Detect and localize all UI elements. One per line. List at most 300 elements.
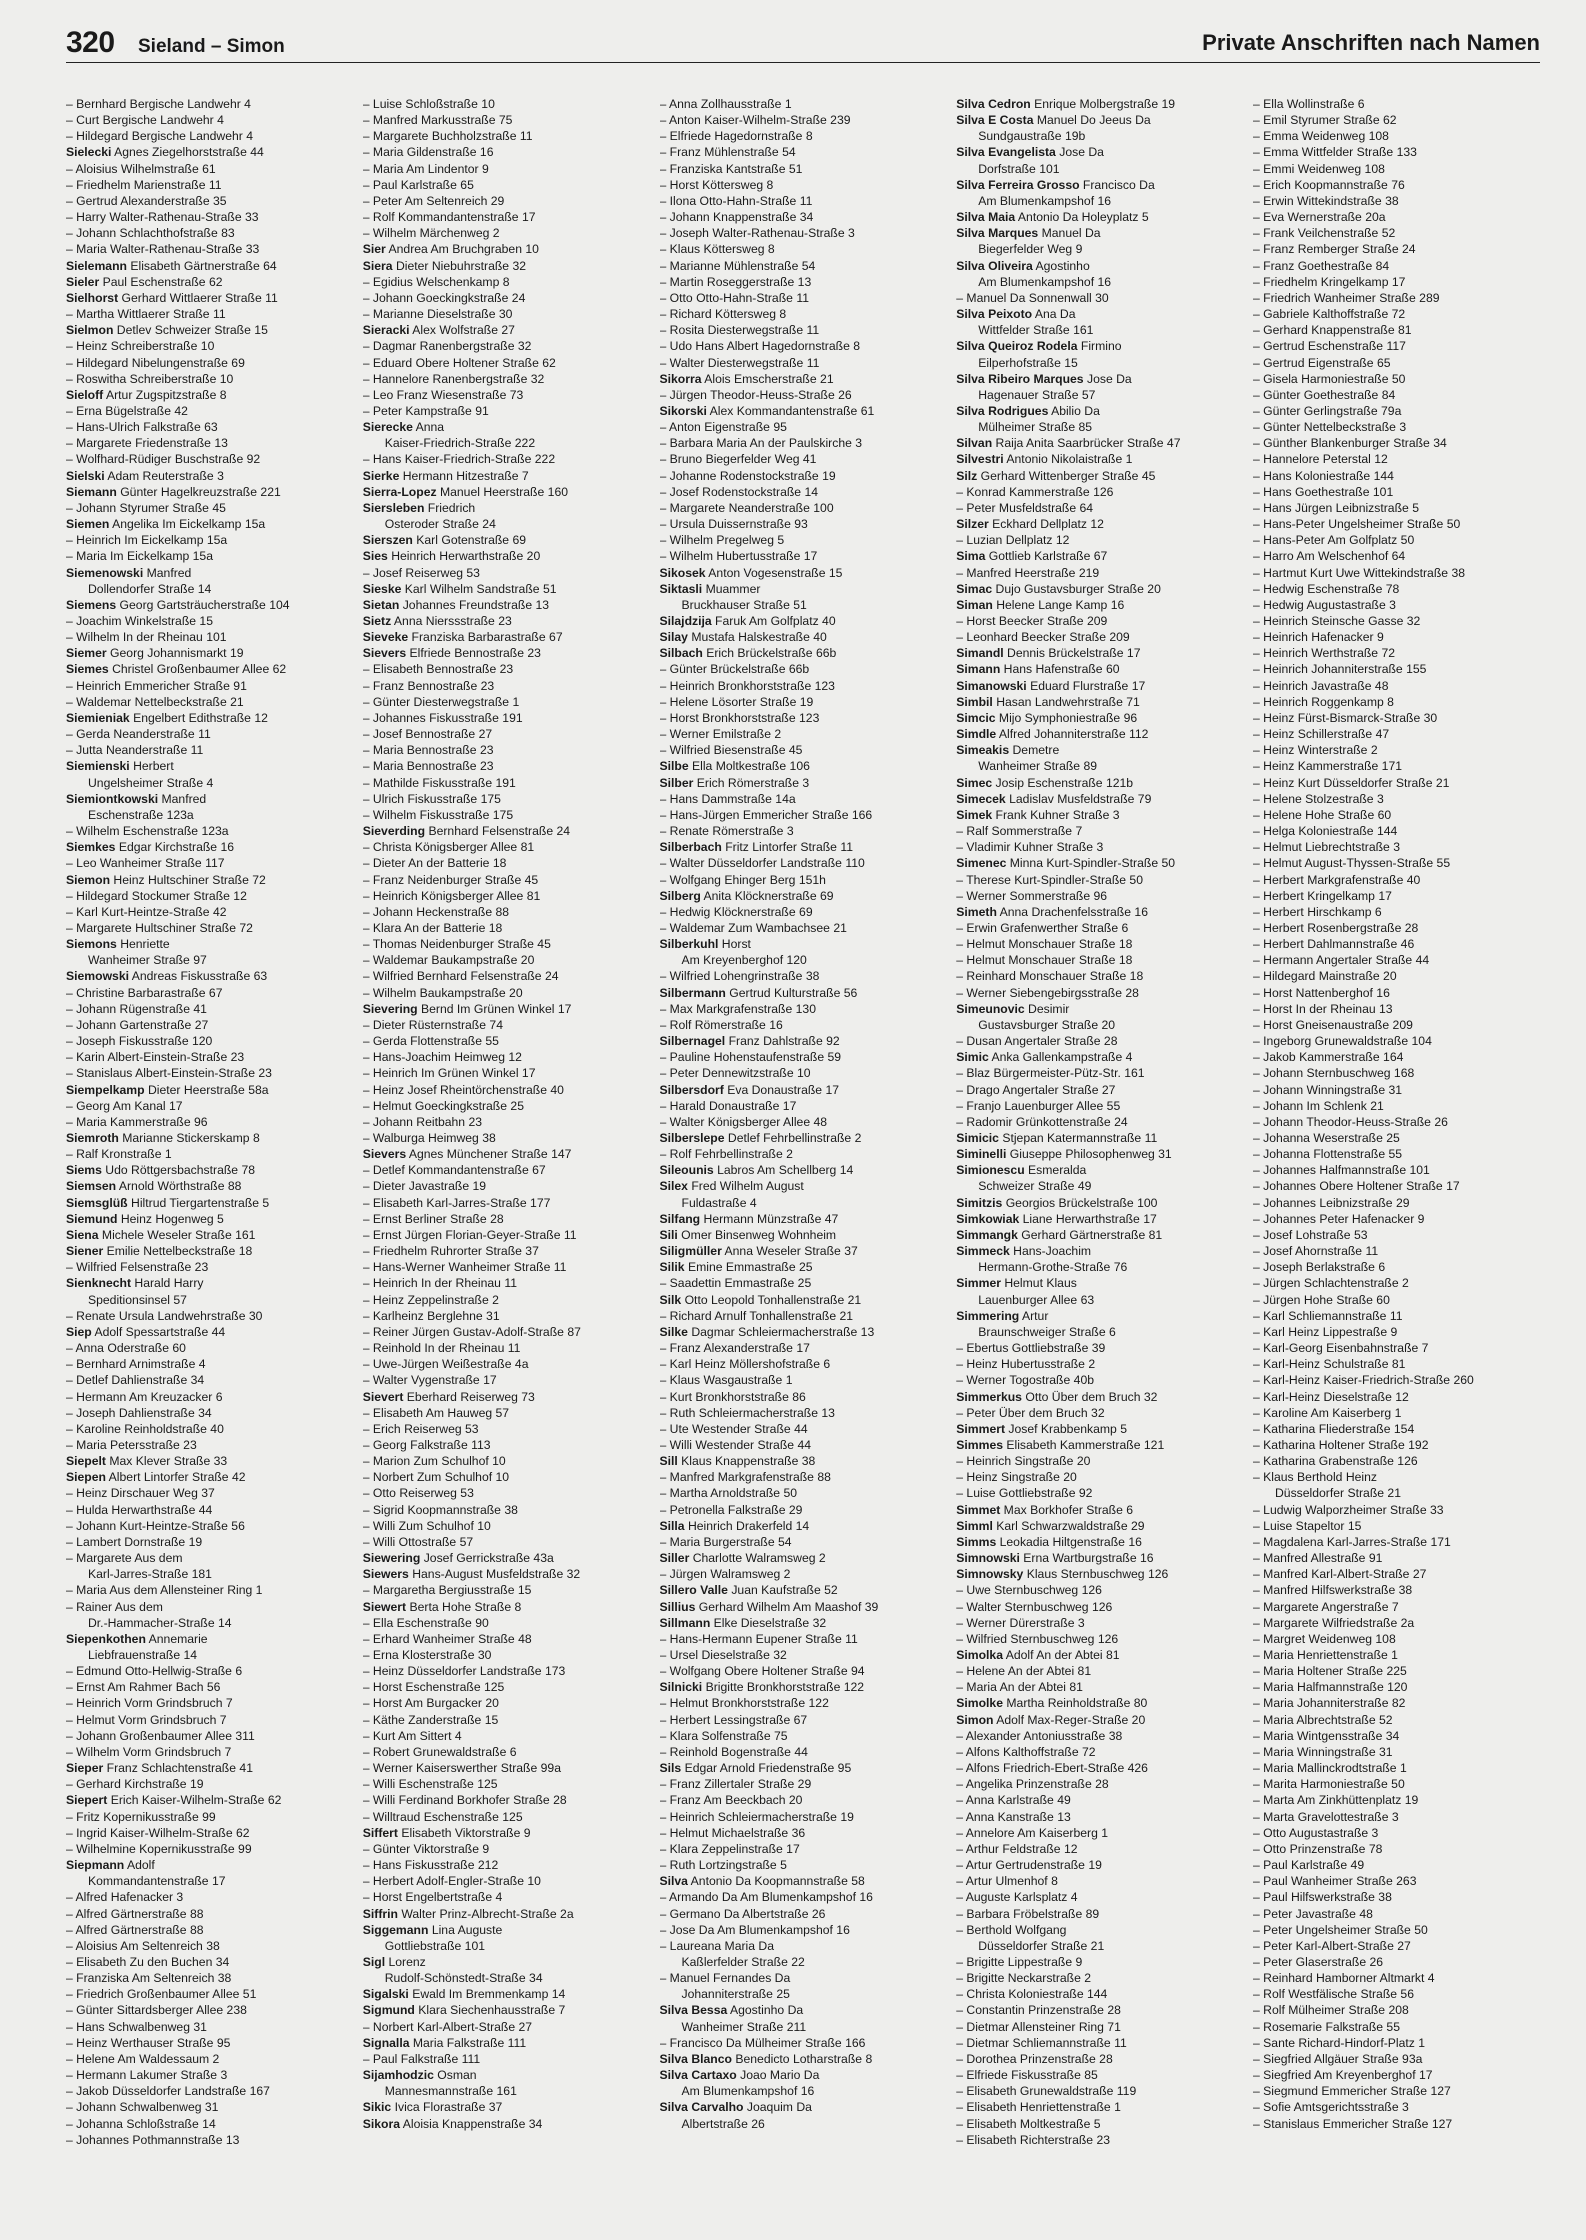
directory-entry: – Jose Da Am Blumenkampshof 16 bbox=[659, 1922, 850, 1937]
directory-entry: Silex Fred Wilhelm August bbox=[659, 1179, 804, 1194]
directory-entry: – Maria Henriettenstraße 1 bbox=[1253, 1648, 1398, 1662]
directory-entry: – Maria Burgerstraße 54 bbox=[659, 1534, 792, 1549]
directory-entry: – Stanislaus Albert-Einstein-Straße 23 bbox=[66, 1066, 272, 1081]
directory-entry: – Walter Diesterwegstraße 11 bbox=[659, 355, 820, 370]
directory-entry: Sieper Franz Schlachtenstraße 41 bbox=[66, 1761, 253, 1776]
directory-entry: Simmes Elisabeth Kammerstraße 121 bbox=[956, 1437, 1165, 1452]
directory-entry: – Siegfried Am Kreyenberghof 17 bbox=[1253, 2068, 1433, 2083]
directory-entry: – Heinz Josef Rheintörchenstraße 40 bbox=[362, 1082, 564, 1097]
directory-entry: – Wolfgang Obere Holtener Straße 94 bbox=[659, 1664, 865, 1679]
directory-entry: – Marita Harmoniestraße 50 bbox=[1253, 1777, 1405, 1792]
directory-entry: – Mathilde Fiskusstraße 191 bbox=[362, 775, 516, 790]
directory-entry: Silva Carvalho Joaquim Da bbox=[659, 2100, 812, 2115]
directory-entry: – Martha Arnoldstraße 50 bbox=[659, 1486, 798, 1501]
page-header bbox=[66, 26, 1540, 63]
directory-entry: – Manfred Markgrafenstraße 88 bbox=[659, 1470, 831, 1485]
directory-entry: – Wilhelm Vorm Grindsbruch 7 bbox=[66, 1744, 232, 1759]
directory-entry: Sili Omer Binsenweg Wohnheim bbox=[659, 1227, 837, 1242]
directory-entry: Gottliebstraße 101 bbox=[384, 1938, 486, 1953]
directory-entry: – Maria Holtener Straße 225 bbox=[1253, 1664, 1407, 1679]
directory-entry: – Maria Petersstraße 23 bbox=[66, 1437, 197, 1452]
directory-entry: Silva Bessa Agostinho Da bbox=[659, 2003, 804, 2018]
directory-entry: Mannesmannstraße 161 bbox=[384, 2084, 517, 2099]
directory-entry: – Rolf Kommandantenstraße 17 bbox=[362, 210, 536, 225]
directory-entry: Silberbach Fritz Lintorfer Straße 11 bbox=[659, 840, 853, 855]
directory-entry: – Joachim Winkelstraße 15 bbox=[66, 614, 213, 628]
directory-entry: Siemon Heinz Hultschiner Straße 72 bbox=[66, 872, 266, 887]
directory-entry: – Heinz Singstraße 20 bbox=[956, 1470, 1077, 1485]
directory-entry: Siep Adolf Spessartstraße 44 bbox=[66, 1324, 226, 1339]
directory-entry: – Reinhold Bogenstraße 44 bbox=[659, 1744, 808, 1759]
directory-entry: Kaiser-Friedrich-Straße 222 bbox=[384, 436, 536, 451]
directory-entry: – Maria Kammerstraße 96 bbox=[66, 1114, 208, 1129]
directory-entry: Siewert Berta Hohe Straße 8 bbox=[362, 1599, 522, 1614]
directory-entry: – Manuel Da Sonnenwall 30 bbox=[956, 290, 1109, 305]
directory-entry: – Hildegard Bergische Landwehr 4 bbox=[66, 129, 253, 144]
directory-entry: – Otto Augustastraße 3 bbox=[1253, 1825, 1379, 1840]
directory-entry: – Friedrich Großenbaumer Allee 51 bbox=[66, 1987, 257, 2002]
directory-entry: – Heinz Kammerstraße 171 bbox=[1253, 759, 1403, 774]
directory-entry: – Heinrich Schleiermacherstraße 19 bbox=[659, 1809, 854, 1824]
directory-entry: Sikosek Anton Vogesenstraße 15 bbox=[659, 565, 843, 580]
directory-entry: – Blaz Bürgermeister-Pütz-Str. 161 bbox=[956, 1066, 1145, 1081]
directory-entry: Fuldastraße 4 bbox=[681, 1195, 757, 1210]
directory-entry: – Anna Zollhausstraße 1 bbox=[659, 97, 792, 111]
directory-entry: Silva Antonio Da Koopmannstraße 58 bbox=[659, 1874, 865, 1889]
directory-entry: – Margarete Buchholzstraße 11 bbox=[362, 129, 533, 144]
directory-entry: Wanheimer Straße 89 bbox=[978, 759, 1098, 774]
directory-entry: – Reinhard Hamborner Altmarkt 4 bbox=[1253, 1971, 1435, 1986]
directory-entry: Sillero Valle Juan Kaufstraße 52 bbox=[659, 1583, 838, 1598]
directory-entry: – Anton Kaiser-Wilhelm-Straße 239 bbox=[659, 113, 851, 128]
directory-entry: – Richard Arnulf Tonhallenstraße 21 bbox=[659, 1308, 854, 1323]
directory-entry: Eilperhofstraße 15 bbox=[978, 355, 1078, 370]
directory-entry: – Egidius Welschenkamp 8 bbox=[362, 274, 510, 289]
directory-entry: – Helmut Liebrechtstraße 3 bbox=[1253, 840, 1400, 855]
directory-entry: – Johann Großenbaumer Allee 311 bbox=[66, 1728, 255, 1743]
directory-entry: – Hannelore Ranenbergstraße 32 bbox=[362, 371, 545, 386]
directory-entry: Simolke Martha Reinholdstraße 80 bbox=[956, 1696, 1148, 1711]
directory-entry: – Manfred Allestraße 91 bbox=[1253, 1551, 1383, 1566]
directory-entry: – Luise Schloßstraße 10 bbox=[362, 97, 495, 111]
directory-entry: Simolka Adolf An der Abtei 81 bbox=[956, 1648, 1120, 1662]
directory-entry: Am Blumenkampshof 16 bbox=[978, 274, 1112, 289]
directory-entry: Osteroder Straße 24 bbox=[384, 517, 496, 532]
directory-entry: Wanheimer Straße 211 bbox=[681, 2019, 807, 2034]
directory-entry: – Josef Reiserweg 53 bbox=[362, 565, 480, 580]
directory-entry: – Ursel Dieselstraße 32 bbox=[659, 1648, 787, 1662]
directory-entry: – Günter Brückelstraße 66b bbox=[659, 662, 810, 677]
directory-entry: – Walter Sternbuschweg 126 bbox=[956, 1599, 1113, 1614]
directory-entry: – Peter Ungelsheimer Straße 50 bbox=[1253, 1922, 1428, 1937]
directory-entry: Silke Dagmar Schleiermacherstraße 13 bbox=[659, 1324, 875, 1339]
directory-entry: Sillius Gerhard Wilhelm Am Maashof 39 bbox=[659, 1599, 879, 1614]
directory-entry: – Annelore Am Kaiserberg 1 bbox=[956, 1825, 1109, 1840]
directory-entry: – Werner Kaiserswerther Straße 99a bbox=[362, 1761, 561, 1776]
directory-entry: – Elisabeth Moltkestraße 5 bbox=[956, 2116, 1101, 2131]
directory-entry: – Artur Ulmenhof 8 bbox=[956, 1874, 1058, 1889]
directory-entry: – Marta Am Zinkhüttenplatz 19 bbox=[1253, 1793, 1419, 1808]
directory-entry: – Maria Albrechtstraße 52 bbox=[1253, 1712, 1393, 1727]
column-1 bbox=[66, 96, 353, 2226]
directory-entry: Sieske Karl Wilhelm Sandstraße 51 bbox=[362, 581, 557, 596]
directory-entry: – Walburga Heimweg 38 bbox=[362, 1131, 496, 1145]
directory-entry: – Horst Nattenberghof 16 bbox=[1253, 985, 1390, 1000]
directory-entry: Simbil Hasan Landwehrstraße 71 bbox=[956, 694, 1140, 709]
directory-entry: – Paul Falkstraße 111 bbox=[362, 2051, 481, 2066]
directory-entry: Am Kreyenberghof 120 bbox=[681, 953, 807, 968]
directory-entry: Siemens Georg Gartsträucherstraße 104 bbox=[66, 597, 290, 612]
directory-entry: – Margarete Aus dem bbox=[66, 1551, 183, 1566]
directory-entry: – Johanna Weserstraße 25 bbox=[1253, 1131, 1400, 1145]
directory-entry: – Willi Ferdinand Borkhofer Straße 28 bbox=[362, 1793, 567, 1808]
directory-entry: – Luise Gottliebstraße 92 bbox=[956, 1486, 1093, 1501]
directory-entry: – Johann Heckenstraße 88 bbox=[362, 904, 510, 919]
directory-entry: – Reinhold In der Rheinau 11 bbox=[362, 1341, 521, 1356]
directory-entry: – Otto Reiserweg 53 bbox=[362, 1486, 474, 1501]
directory-entry: – Waldemar Nettelbeckstraße 21 bbox=[66, 694, 244, 709]
directory-entry: – Walter Düsseldorfer Landstraße 110 bbox=[659, 856, 865, 871]
directory-entry: Am Blumenkampshof 16 bbox=[978, 193, 1112, 208]
directory-entry: Siemkes Edgar Kirchstraße 16 bbox=[66, 840, 235, 855]
directory-entry: – Hans Schwalbenweg 31 bbox=[66, 2019, 207, 2034]
directory-entry: Dr.-Hammacher-Straße 14 bbox=[88, 1615, 232, 1630]
directory-entry: – Heinz Werthauser Straße 95 bbox=[66, 2035, 231, 2050]
directory-entry: – Hannelore Peterstal 12 bbox=[1253, 452, 1388, 467]
directory-entry: Siewering Josef Gerrickstraße 43a bbox=[362, 1551, 554, 1566]
directory-entry: – Stanislaus Emmericher Straße 127 bbox=[1253, 2116, 1453, 2131]
directory-entry: Silz Gerhard Wittenberger Straße 45 bbox=[956, 468, 1156, 483]
directory-entry: – Helene Hohe Straße 60 bbox=[1253, 807, 1392, 822]
directory-entry: Simkowiak Liane Herwarthstraße 17 bbox=[956, 1211, 1157, 1226]
directory-entry: – Ilona Otto-Hahn-Straße 11 bbox=[659, 193, 813, 208]
directory-entry: – Heinrich Roggenkamp 8 bbox=[1253, 694, 1394, 709]
directory-entry: – Dieter Javastraße 19 bbox=[362, 1179, 487, 1194]
directory-entry: – Karlheinz Berglehne 31 bbox=[362, 1308, 500, 1323]
directory-entry: – Horst Am Burgacker 20 bbox=[362, 1696, 499, 1711]
directory-entry: Sieveke Franziska Barbarastraße 67 bbox=[362, 630, 563, 645]
directory-entry: Simecek Ladislav Musfeldstraße 79 bbox=[956, 791, 1152, 806]
directory-entry: – Johann Reitbahn 23 bbox=[362, 1114, 483, 1129]
directory-entry: – Sofie Amtsgerichtsstraße 3 bbox=[1253, 2100, 1409, 2115]
directory-entry: – Alfons Kalthoffstraße 72 bbox=[956, 1744, 1096, 1759]
directory-entry: – Hans Kaiser-Friedrich-Straße 222 bbox=[362, 452, 556, 467]
directory-entry: – Horst Engelbertstraße 4 bbox=[362, 1890, 503, 1905]
directory-entry: – Thomas Neidenburger Straße 45 bbox=[362, 937, 551, 952]
directory-entry: – Petronella Falkstraße 29 bbox=[659, 1502, 803, 1517]
directory-entry: – Johannes Pothmannstraße 13 bbox=[66, 2132, 240, 2147]
directory-entry: – Peter Dennewitzstraße 10 bbox=[659, 1066, 811, 1081]
directory-entry: – Elisabeth Zu den Buchen 34 bbox=[66, 1954, 230, 1969]
directory-entry: – Johann Styrumer Straße 45 bbox=[66, 500, 226, 515]
directory-entry: – Anton Eigenstraße 95 bbox=[659, 420, 787, 435]
directory-entry: Hermann-Grothe-Straße 76 bbox=[978, 1260, 1128, 1275]
directory-entry: Simac Dujo Gustavsburger Straße 20 bbox=[956, 581, 1161, 596]
directory-entry: Siemienski Herbert bbox=[66, 759, 174, 774]
directory-entry: – Gerhard Kirchstraße 19 bbox=[66, 1777, 204, 1792]
directory-entry: – Herbert Kringelkamp 17 bbox=[1253, 888, 1392, 903]
directory-entry: – Ruth Lortzingstraße 5 bbox=[659, 1858, 787, 1873]
directory-entry: – Barbara Fröbelstraße 89 bbox=[956, 1906, 1100, 1921]
directory-entry: – Manfred Markusstraße 75 bbox=[362, 113, 513, 128]
directory-entry: – Helga Koloniestraße 144 bbox=[1253, 824, 1398, 839]
directory-entry: – Kurt Am Sittert 4 bbox=[362, 1728, 462, 1743]
directory-entry: Silfang Hermann Münzstraße 47 bbox=[659, 1211, 839, 1226]
directory-columns bbox=[66, 96, 1540, 2226]
directory-entry: Silk Otto Leopold Tonhallenstraße 21 bbox=[659, 1292, 862, 1307]
directory-entry: – Konrad Kammerstraße 126 bbox=[956, 484, 1114, 499]
directory-entry: – Maria Winningstraße 31 bbox=[1253, 1744, 1393, 1759]
directory-entry: – Werner Dürerstraße 3 bbox=[956, 1615, 1085, 1630]
directory-entry: – Maria Johanniterstraße 82 bbox=[1253, 1696, 1406, 1711]
directory-entry: – Hans Jürgen Leibnizstraße 5 bbox=[1253, 500, 1419, 515]
directory-entry: – Dagmar Ranenbergstraße 32 bbox=[362, 339, 532, 354]
directory-entry: – Dieter Rüsternstraße 74 bbox=[362, 1017, 503, 1032]
directory-entry: – Werner Emilstraße 2 bbox=[659, 727, 782, 742]
directory-entry: – Radomir Grünkottenstraße 24 bbox=[956, 1114, 1128, 1129]
directory-entry: – Dorothea Prinzenstraße 28 bbox=[956, 2051, 1113, 2066]
directory-entry: Wanheimer Straße 97 bbox=[88, 953, 207, 968]
directory-entry: – Maria An der Abtei 81 bbox=[956, 1680, 1083, 1695]
directory-entry: – Joseph Fiskusstraße 120 bbox=[66, 1034, 213, 1049]
directory-entry: – Wilfried Felsenstraße 23 bbox=[66, 1260, 209, 1275]
directory-entry: – Johannes Halfmannstraße 101 bbox=[1253, 1163, 1430, 1178]
directory-entry: – Vladimir Kuhner Straße 3 bbox=[956, 840, 1104, 855]
directory-entry: Siemsglüß Hiltrud Tiergartenstraße 5 bbox=[66, 1195, 270, 1210]
directory-entry: Mülheimer Straße 85 bbox=[978, 420, 1093, 435]
directory-entry: – Margarete Friedenstraße 13 bbox=[66, 436, 228, 451]
directory-entry: Signalla Maria Falkstraße 111 bbox=[362, 2035, 527, 2050]
directory-entry: – Wilfried Lohengrinstraße 38 bbox=[659, 969, 820, 984]
directory-entry: – Martha Wittlaerer Straße 11 bbox=[66, 307, 226, 322]
directory-entry: Siman Helene Lange Kamp 16 bbox=[956, 597, 1125, 612]
directory-entry: Simnowski Erna Wartburgstraße 16 bbox=[956, 1551, 1154, 1566]
directory-entry: – Karl-Georg Eisenbahnstraße 7 bbox=[1253, 1341, 1429, 1356]
directory-entry: Siempelkamp Dieter Heerstraße 58a bbox=[66, 1082, 269, 1097]
directory-entry: Siemons Henriette bbox=[66, 937, 170, 952]
directory-entry: – Elisabeth Am Hauweg 57 bbox=[362, 1405, 510, 1420]
directory-entry: – Wilhelm Pregelweg 5 bbox=[659, 533, 785, 548]
directory-entry: – Maria Wintgensstraße 34 bbox=[1253, 1728, 1400, 1743]
directory-entry: – Reiner Jürgen Gustav-Adolf-Straße 87 bbox=[362, 1324, 581, 1339]
directory-entry: – Armando Da Am Blumenkampshof 16 bbox=[659, 1890, 873, 1905]
directory-entry: – Therese Kurt-Spindler-Straße 50 bbox=[956, 872, 1143, 887]
page-name-range: Sieland – Simon bbox=[138, 36, 285, 57]
directory-entry: – Heinrich Bronkhorststraße 123 bbox=[659, 678, 835, 693]
directory-entry: – Wilfried Biesenstraße 45 bbox=[659, 743, 803, 758]
directory-entry: – Johannes Peter Hafenacker 9 bbox=[1253, 1211, 1425, 1226]
directory-entry: Düsseldorfer Straße 21 bbox=[1275, 1486, 1401, 1501]
directory-entry: Siemiontkowski Manfred bbox=[66, 791, 207, 806]
directory-entry: – Detlef Dahlienstraße 34 bbox=[66, 1373, 205, 1388]
directory-entry: – Joseph Walter-Rathenau-Straße 3 bbox=[659, 226, 855, 241]
directory-entry: – Klaus Berthold Heinz bbox=[1253, 1470, 1377, 1485]
directory-entry: Eschenstraße 123a bbox=[88, 807, 194, 822]
directory-entry: Siener Emilie Nettelbeckstraße 18 bbox=[66, 1244, 253, 1259]
directory-entry: – Heinrich Im Grünen Winkel 17 bbox=[362, 1066, 536, 1081]
directory-entry: – Sigrid Koopmannstraße 38 bbox=[362, 1502, 518, 1517]
directory-entry: Sievert Eberhard Reiserweg 73 bbox=[362, 1389, 535, 1404]
directory-entry: – Aloisius Am Seltenreich 38 bbox=[66, 1938, 220, 1953]
directory-entry: – Maria Bennostraße 23 bbox=[362, 743, 494, 758]
directory-entry: – Dusan Angertaler Straße 28 bbox=[956, 1034, 1118, 1049]
directory-entry: Siepen Albert Lintorfer Straße 42 bbox=[66, 1470, 246, 1485]
directory-entry: – Germano Da Albertstraße 26 bbox=[659, 1906, 826, 1921]
directory-entry: – Peter Kampstraße 91 bbox=[362, 403, 489, 418]
directory-entry: – Paul Hilfswerkstraße 38 bbox=[1253, 1890, 1392, 1905]
directory-entry: – Johanne Rodenstockstraße 19 bbox=[659, 468, 836, 483]
directory-entry: Siemsen Arnold Wörthstraße 88 bbox=[66, 1179, 242, 1194]
directory-entry: – Ernst Am Rahmer Bach 56 bbox=[66, 1680, 221, 1695]
directory-entry: Sigmund Klara Siechenhausstraße 7 bbox=[362, 2003, 566, 2018]
directory-entry: – Hans-Peter Ungelsheimer Straße 50 bbox=[1253, 517, 1461, 532]
directory-entry: Silva Cartaxo Joao Mario Da bbox=[659, 2068, 820, 2083]
directory-entry: – Peter Am Seltenreich 29 bbox=[362, 193, 505, 208]
directory-entry: Siepelt Max Klever Straße 33 bbox=[66, 1454, 228, 1469]
directory-entry: Silajdzija Faruk Am Golfplatz 40 bbox=[659, 614, 836, 628]
directory-entry: Siffert Elisabeth Viktorstraße 9 bbox=[362, 1825, 531, 1840]
directory-entry: Silva Maia Antonio Da Holeyplatz 5 bbox=[956, 210, 1149, 225]
directory-entry: – Heinz Fürst-Bismarck-Straße 30 bbox=[1253, 710, 1438, 725]
directory-entry: – Maria Mallinckrodtstraße 1 bbox=[1253, 1761, 1407, 1776]
directory-entry: Simmeck Hans-Joachim bbox=[956, 1244, 1092, 1259]
directory-entry: – Werner Siebengebirgsstraße 28 bbox=[956, 985, 1139, 1000]
directory-entry: Simic Anka Gallenkampstraße 4 bbox=[956, 1050, 1133, 1065]
directory-entry: – Herbert Dahlmannstraße 46 bbox=[1253, 937, 1415, 952]
directory-entry: – Heinrich Hafenacker 9 bbox=[1253, 630, 1384, 645]
directory-entry: – Johann Winningstraße 31 bbox=[1253, 1082, 1403, 1097]
directory-entry: – Klara An der Batterie 18 bbox=[362, 920, 503, 935]
directory-entry: Silbermann Gertrud Kulturstraße 56 bbox=[659, 985, 858, 1000]
directory-entry: – Katharina Fliederstraße 154 bbox=[1253, 1421, 1415, 1436]
directory-entry: – Franziska Am Seltenreich 38 bbox=[66, 1971, 232, 1986]
directory-entry: – Rolf Mülheimer Straße 208 bbox=[1253, 2003, 1409, 2018]
directory-entry: – Wilhelm Eschenstraße 123a bbox=[66, 824, 229, 839]
directory-entry: – Emma Weidenweg 108 bbox=[1253, 129, 1389, 144]
directory-entry: – Heinz Kurt Düsseldorfer Straße 21 bbox=[1253, 775, 1450, 790]
directory-entry: – Günter Viktorstraße 9 bbox=[362, 1841, 490, 1856]
directory-entry: – Emmi Weidenweg 108 bbox=[1253, 161, 1385, 176]
directory-entry: – Ebertus Gottliebstraße 39 bbox=[956, 1341, 1106, 1356]
directory-entry: Lauenburger Allee 63 bbox=[978, 1292, 1095, 1307]
directory-entry: – Uwe Sternbuschweg 126 bbox=[956, 1583, 1102, 1598]
directory-entry: – Heinz Düsseldorfer Landstraße 173 bbox=[362, 1664, 566, 1679]
directory-entry: – Luzian Dellplatz 12 bbox=[956, 533, 1070, 548]
directory-entry: – Erwin Wittekindstraße 38 bbox=[1253, 193, 1399, 208]
directory-entry: – Renate Ursula Landwehrstraße 30 bbox=[66, 1308, 263, 1323]
directory-entry: – Heinz Hubertusstraße 2 bbox=[956, 1357, 1096, 1372]
directory-entry: – Alfred Gärtnerstraße 88 bbox=[66, 1922, 204, 1937]
directory-entry: – Ralf Sommerstraße 7 bbox=[956, 824, 1083, 839]
directory-entry: – Margarete Neanderstraße 100 bbox=[659, 500, 834, 515]
directory-entry: – Bernhard Bergische Landwehr 4 bbox=[66, 97, 251, 111]
directory-entry: – Udo Hans Albert Hagedornstraße 8 bbox=[659, 339, 861, 354]
directory-entry: – Marianne Mühlenstraße 54 bbox=[659, 258, 816, 273]
directory-entry: – Johann Gartenstraße 27 bbox=[66, 1017, 209, 1032]
directory-entry: – Manuel Fernandes Da bbox=[659, 1971, 791, 1986]
directory-entry: – Johanna Schloßstraße 14 bbox=[66, 2116, 216, 2131]
directory-entry: – Willi Westender Straße 44 bbox=[659, 1437, 811, 1452]
directory-entry: – Artur Gertrudenstraße 19 bbox=[956, 1858, 1102, 1873]
directory-entry: – Heinz Winterstraße 2 bbox=[1253, 743, 1378, 758]
directory-entry: – Günther Blankenburger Straße 34 bbox=[1253, 436, 1447, 451]
directory-entry: Sikic Ivica Florastraße 37 bbox=[362, 2100, 503, 2115]
directory-entry: – Karl-Heinz Dieselstraße 12 bbox=[1253, 1389, 1409, 1404]
directory-entry: – Rainer Aus dem bbox=[66, 1599, 163, 1614]
directory-entry: – Maria Gildenstraße 16 bbox=[362, 145, 494, 160]
directory-entry: Siktasli Muammer bbox=[659, 581, 761, 596]
directory-entry: Siepmann Adolf bbox=[66, 1858, 155, 1873]
directory-entry: – Helmut Monschauer Straße 18 bbox=[956, 953, 1133, 968]
directory-entry: – Günter Nettelbeckstraße 3 bbox=[1253, 420, 1407, 435]
directory-entry: – Erich Reiserweg 53 bbox=[362, 1421, 479, 1436]
directory-entry: Silva Cedron Enrique Molbergstraße 19 bbox=[956, 97, 1176, 111]
directory-entry: – Herbert Hirschkamp 6 bbox=[1253, 904, 1382, 919]
directory-entry: – Josef Ahornstraße 11 bbox=[1253, 1244, 1379, 1259]
directory-entry: Simandl Dennis Brückelstraße 17 bbox=[956, 646, 1141, 661]
directory-entry: – Richard Köttersweg 8 bbox=[659, 307, 787, 322]
directory-entry: Gustavsburger Straße 20 bbox=[978, 1017, 1116, 1032]
directory-entry: – Rolf Fehrbellinstraße 2 bbox=[659, 1147, 793, 1162]
directory-entry: Siemund Heinz Hogenweg 5 bbox=[66, 1211, 224, 1226]
directory-entry: – Horst Köttersweg 8 bbox=[659, 177, 774, 192]
directory-entry: Simnowsky Klaus Sternbuschweg 126 bbox=[956, 1567, 1169, 1582]
directory-entry: – Franz Remberger Straße 24 bbox=[1253, 242, 1416, 257]
directory-entry: Silzer Eckhard Dellplatz 12 bbox=[956, 517, 1104, 532]
directory-entry: Simionescu Esmeralda bbox=[956, 1163, 1087, 1178]
directory-entry: – Günter Diesterwegstraße 1 bbox=[362, 694, 520, 709]
directory-entry: – Heinrich Steinsche Gasse 32 bbox=[1253, 614, 1421, 628]
directory-entry: Sils Edgar Arnold Friedenstraße 95 bbox=[659, 1761, 852, 1776]
directory-entry: Siemen Angelika Im Eickelkamp 15a bbox=[66, 517, 266, 532]
directory-entry: – Manfred Hilfswerkstraße 38 bbox=[1253, 1583, 1413, 1598]
directory-entry: Sikora Aloisia Knappenstraße 34 bbox=[362, 2116, 543, 2131]
directory-entry: – Norbert Zum Schulhof 10 bbox=[362, 1470, 510, 1485]
directory-entry: Rudolf-Schönstedt-Straße 34 bbox=[384, 1971, 543, 1986]
directory-entry: Silva Rodrigues Abilio Da bbox=[956, 403, 1100, 418]
directory-entry: – Arthur Feldstraße 12 bbox=[956, 1841, 1078, 1856]
directory-entry: – Hedwig Eschenstraße 78 bbox=[1253, 581, 1400, 596]
directory-entry: Sigl Lorenz bbox=[362, 1954, 426, 1969]
directory-entry: Sieracki Alex Wolfstraße 27 bbox=[362, 323, 515, 338]
directory-entry: – Herbert Rosenbergstraße 28 bbox=[1253, 920, 1419, 935]
directory-entry: – Heinz Dirschauer Weg 37 bbox=[66, 1486, 215, 1501]
directory-entry: Siepert Erich Kaiser-Wilhelm-Straße 62 bbox=[66, 1793, 282, 1808]
directory-entry: – Heinrich Königsberger Allee 81 bbox=[362, 888, 541, 903]
directory-entry: – Jakob Düsseldorfer Landstraße 167 bbox=[66, 2084, 270, 2099]
directory-entry: – Willtraud Eschenstraße 125 bbox=[362, 1809, 523, 1824]
directory-entry: – Edmund Otto-Hellwig-Straße 6 bbox=[66, 1664, 243, 1679]
directory-entry: – Hans Fiskusstraße 212 bbox=[362, 1858, 499, 1873]
directory-entry: Dorfstraße 101 bbox=[978, 161, 1060, 176]
directory-entry: – Robert Grunewaldstraße 6 bbox=[362, 1744, 517, 1759]
directory-entry: – Jürgen Schlachtenstraße 2 bbox=[1253, 1276, 1409, 1291]
directory-entry: Silberg Anita Klöcknerstraße 69 bbox=[659, 888, 834, 903]
directory-entry: – Hildegard Nibelungenstraße 69 bbox=[66, 355, 245, 370]
directory-entry: – Christine Barbarastraße 67 bbox=[66, 985, 223, 1000]
directory-entry: – Bernhard Arnimstraße 4 bbox=[66, 1357, 206, 1372]
directory-entry: – Helmut Goeckingkstraße 25 bbox=[362, 1098, 524, 1113]
directory-entry: – Margarete Hultschiner Straße 72 bbox=[66, 920, 253, 935]
directory-entry: Sielmon Detlev Schweizer Straße 15 bbox=[66, 323, 268, 338]
directory-entry: – Helene Am Waldessaum 2 bbox=[66, 2051, 220, 2066]
directory-entry: – Norbert Karl-Albert-Straße 27 bbox=[362, 2019, 533, 2034]
directory-entry: – Siegfried Allgäuer Straße 93a bbox=[1253, 2051, 1423, 2066]
directory-entry: – Rolf Westfälische Straße 56 bbox=[1253, 1987, 1414, 2002]
directory-entry: Siligmüller Anna Weseler Straße 37 bbox=[659, 1244, 858, 1259]
directory-entry: Simeunovic Desimir bbox=[956, 1001, 1070, 1016]
directory-entry: – Helene An der Abtei 81 bbox=[956, 1664, 1092, 1679]
